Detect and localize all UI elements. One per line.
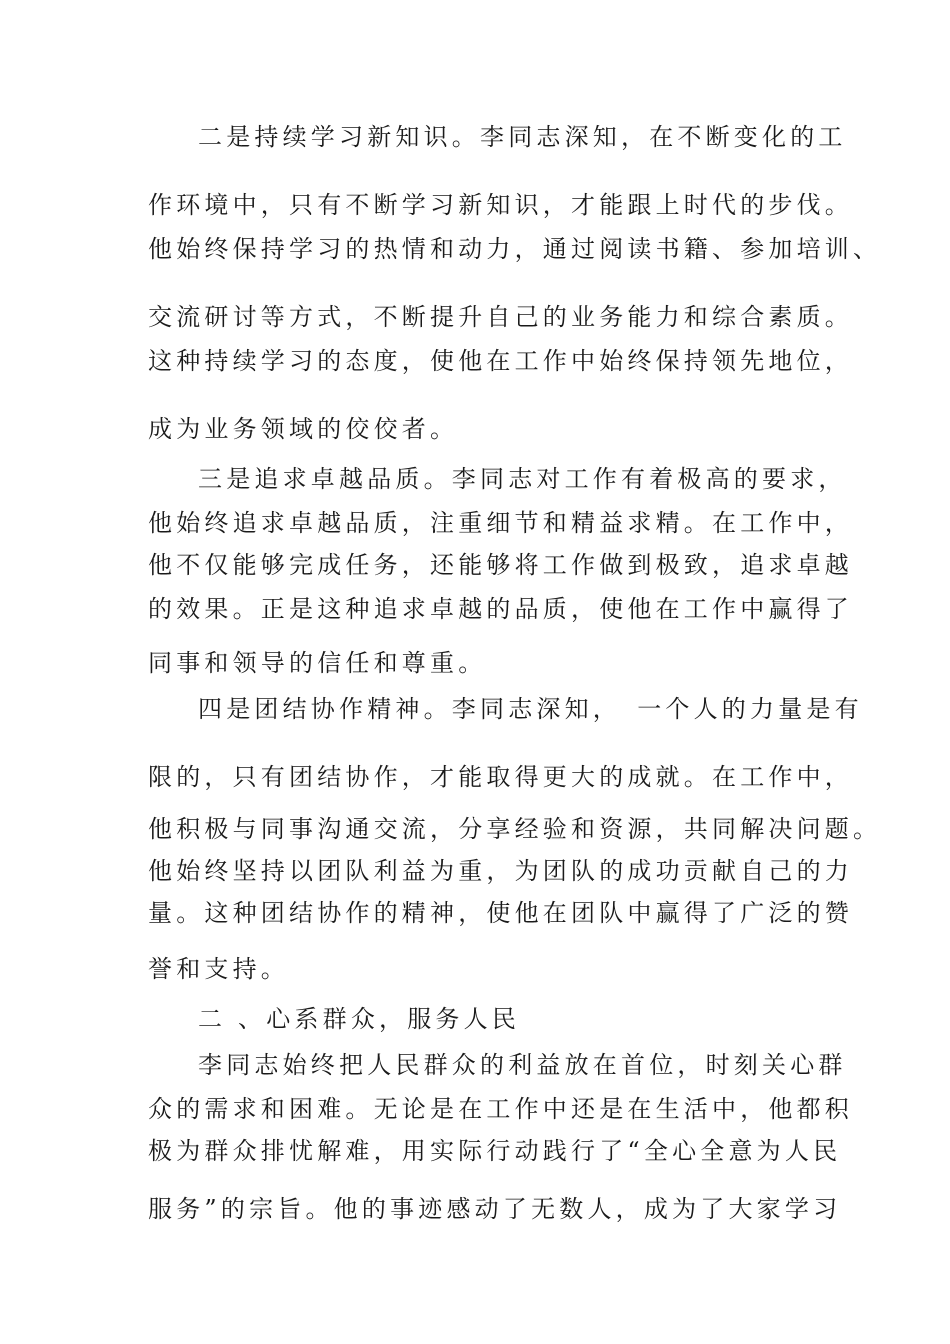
paragraph-teamwork-line-3: 他积极与同事沟通交流，分享经验和资源，共同解决问题。 [148,815,882,843]
paragraph-teamwork-line-5: 量。这种团结协作的精神，使他在团队中赢得了广泛的赞 [148,899,853,927]
paragraph-people-line-1: 李同志始终把人民群众的利益放在首位，时刻关心群 [198,1051,847,1079]
paragraph-teamwork-line-6: 誉和支持。 [148,955,289,983]
paragraph-learning-line-5: 这种持续学习的态度，使他在工作中始终保持领先地位， [148,347,853,375]
paragraph-teamwork-line-2: 限的，只有团结协作，才能取得更大的成就。在工作中， [148,763,853,791]
paragraph-learning-line-2: 作环境中，只有不断学习新知识，才能跟上时代的步伐。 [148,191,853,219]
paragraph-learning-line-3: 他始终保持学习的热情和动力，通过阅读书籍、参加培训、 [148,235,882,263]
paragraph-learning-line-6: 成为业务领域的佼佼者。 [148,415,459,443]
paragraph-learning-line-4: 交流研讨等方式，不断提升自己的业务能力和综合素质。 [148,303,853,331]
paragraph-learning-line-1: 二是持续学习新知识。李同志深知，在不断变化的工 [198,123,847,151]
paragraph-teamwork-line-4: 他始终坚持以团队利益为重，为团队的成功贡献自己的力 [148,857,853,885]
paragraph-teamwork-line-1: 四是团结协作精神。李同志深知， 一个人的力量是有 [198,695,863,723]
paragraph-people-line-3: 极为群众排忧解难，用实际行动践行了“全心全意为人民 [148,1137,842,1165]
paragraph-people-line-2: 众的需求和困难。无论是在工作中还是在生活中，他都积 [148,1095,853,1123]
paragraph-excellence-line-4: 的效果。正是这种追求卓越的品质，使他在工作中赢得了 [148,595,853,623]
paragraph-excellence-line-5: 同事和领导的信任和尊重。 [148,649,487,677]
paragraph-excellence-line-1: 三是追求卓越品质。李同志对工作有着极高的要求， [198,465,847,493]
paragraph-people-line-4: 服务”的宗旨。他的事迹感动了无数人，成为了大家学习 [148,1195,842,1223]
paragraph-excellence-line-3: 他不仅能够完成任务，还能够将工作做到极致，追求卓越 [148,551,853,579]
paragraph-excellence-line-2: 他始终追求卓越品质，注重细节和精益求精。在工作中， [148,509,853,537]
section-heading: 二 、心系群众，服务人民 [198,1005,521,1033]
